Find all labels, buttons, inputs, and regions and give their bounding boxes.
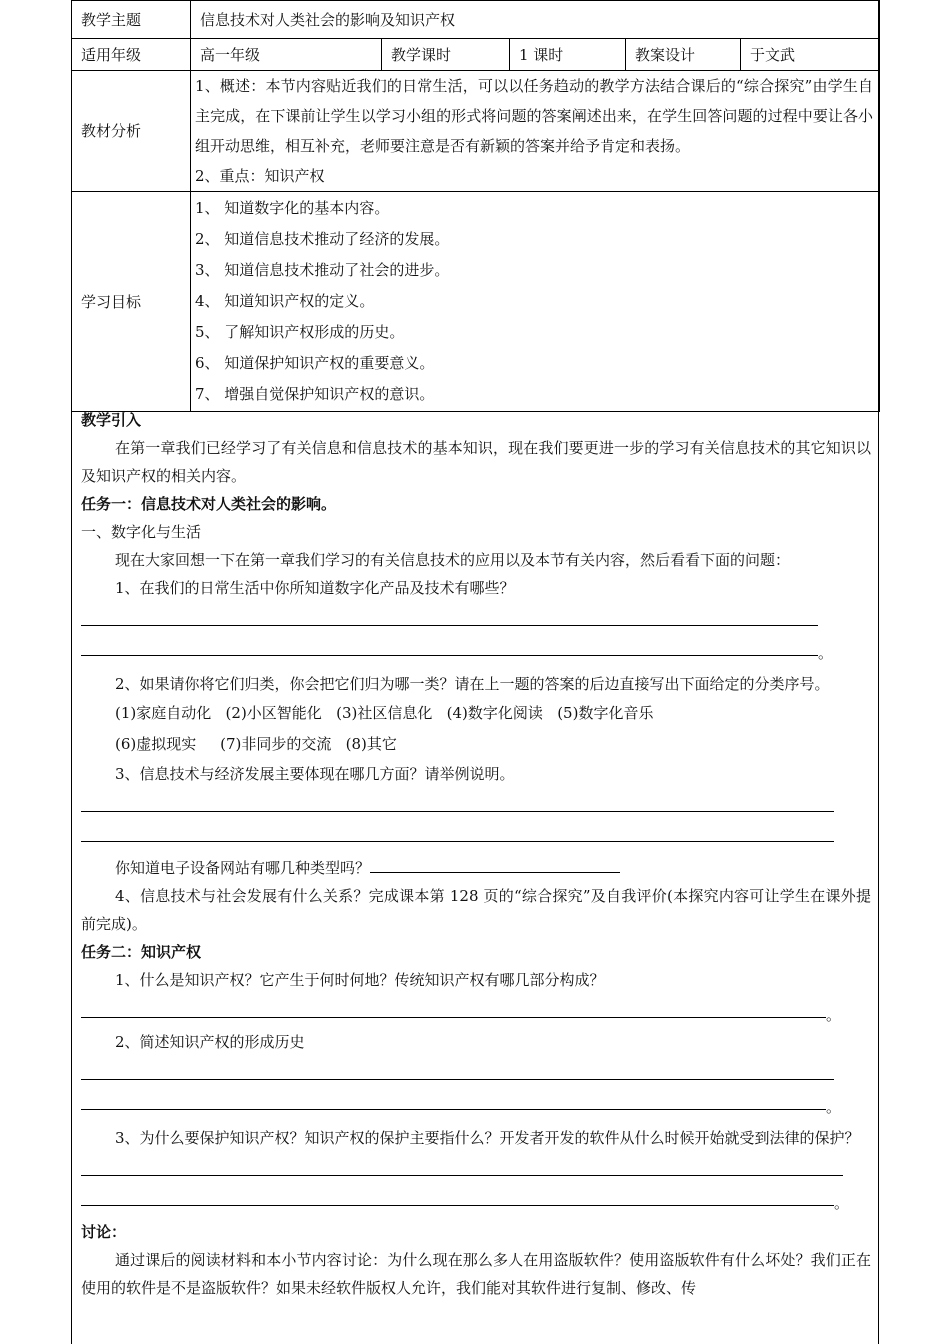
goal-item: 1、 知道数字化的基本内容。 <box>195 199 390 217</box>
answer-line <box>81 1152 871 1182</box>
task2-question-2: 2、简述知识产权的形成历史 <box>115 1033 305 1051</box>
goal-item: 6、 知道保护知识产权的重要意义。 <box>195 354 435 372</box>
question-3: 3、信息技术与经济发展主要体现在哪几方面？请举例说明。 <box>115 765 515 783</box>
question-3-extra-text: 你知道电子设备网站有哪几种类型吗？ <box>115 859 371 877</box>
line-period: 。 <box>818 644 834 662</box>
goal-item: 4、 知道知识产权的定义。 <box>195 292 375 310</box>
answer-line <box>81 1056 871 1086</box>
goal-item: 7、 增强自觉保护知识产权的意识。 <box>195 385 435 403</box>
goal-item: 2、 知道信息技术推动了经济的发展。 <box>195 230 450 248</box>
answer-line <box>81 994 871 1024</box>
task2-title: 任务二：知识产权 <box>81 943 202 961</box>
question-2: 2、如果请你将它们归类，你会把它们归为哪一类？请在上一题的答案的后边直接写出下面给定的分类序号。 <box>115 675 830 693</box>
categories-line-2: (6)虚拟现实 (7)非同步的交流 (8)其它 <box>115 735 397 753</box>
fill-blank <box>370 856 620 873</box>
goals-list <box>195 193 873 410</box>
line-period: 。 <box>826 1098 842 1116</box>
analysis-overview: 1、概述：本节内容贴近我们的日常生活，可以以任务趋动的教学方法结合课后的“综合探究”由学生自主完成，在下课前让学生以学习小组的形式将问题的答案阐述出来，在学生回答问题的过程中要让各小组开动思维，相互补充，老师要注意是否有新颖的答案并给予肯定和表扬。 <box>195 77 874 155</box>
categories-line-1: (1)家庭自动化 (2)小区智能化 (3)社区信息化 (4)数字化阅读 (5)数字化音乐 <box>115 704 654 722</box>
analysis-cell <box>191 71 880 192</box>
goals-cell <box>191 192 880 412</box>
goal-item: 5、 了解知识产权形成的历史。 <box>195 323 405 341</box>
hours-value: 1 课时 <box>510 39 626 71</box>
answer-line <box>81 1182 871 1212</box>
design-value: 于文武 <box>741 39 880 71</box>
topic-label: 教学主题 <box>72 1 191 39</box>
analysis-key-point: 2、重点：知识产权 <box>195 167 325 185</box>
task1-title: 任务一：信息技术对人类社会的影响。 <box>81 495 337 513</box>
answer-line <box>81 1086 871 1116</box>
goals-label: 学习目标 <box>72 192 191 412</box>
answer-line <box>81 602 871 632</box>
answer-line <box>81 788 871 818</box>
answer-line <box>81 632 871 662</box>
goal-item: 3、 知道信息技术推动了社会的进步。 <box>195 261 450 279</box>
line-period: 。 <box>834 1194 850 1212</box>
question-4: 4、信息技术与社会发展有什么关系？完成课本第 128 页的“综合探究”及自我评价(本探究内容可让学生在课外提前完成)。 <box>81 887 871 933</box>
topic-value: 信息技术对人类社会的影响及知识产权 <box>191 1 880 39</box>
discussion-title: 讨论： <box>81 1223 127 1241</box>
hours-label: 教学课时 <box>382 39 510 71</box>
section1-title: 一、数字化与生活 <box>81 523 202 541</box>
analysis-label: 教材分析 <box>72 71 191 192</box>
task2-question-3: 3、为什么要保护知识产权？知识产权的保护主要指什么？开发者开发的软件从什么时候开始就受到法律的保护？ <box>115 1129 860 1147</box>
discussion-text: 通过课后的阅读材料和本小节内容讨论：为什么现在那么多人在用盗版软件？使用盗版软件有什么坏处？我们正在使用的软件是不是盗版软件？如果未经软件版权人允许，我们能对其软件进行复制、修改、传 <box>81 1251 871 1297</box>
line-period: 。 <box>826 1006 842 1024</box>
question-1: 1、在我们的日常生活中你所知道数字化产品及技术有哪些？ <box>115 579 515 597</box>
intro-text: 在第一章我们已经学习了有关信息和信息技术的基本知识，现在我们要更进一步的学习有关信息技术的其它知识以及知识产权的相关内容。 <box>81 439 871 485</box>
grade-value: 高一年级 <box>191 39 382 71</box>
question-3-extra <box>81 854 871 882</box>
intro-title: 教学引入 <box>81 411 142 429</box>
lesson-plan-header-table <box>71 0 880 412</box>
lesson-body <box>81 406 871 1302</box>
answer-line <box>81 818 871 848</box>
task2-question-1: 1、什么是知识产权？它产生于何时何地？传统知识产权有哪几部分构成？ <box>115 971 605 989</box>
section1-text: 现在大家回想一下在第一章我们学习的有关信息技术的应用以及本节有关内容，然后看看下面的问题： <box>115 551 791 569</box>
grade-label: 适用年级 <box>72 39 191 71</box>
design-label: 教案设计 <box>626 39 741 71</box>
